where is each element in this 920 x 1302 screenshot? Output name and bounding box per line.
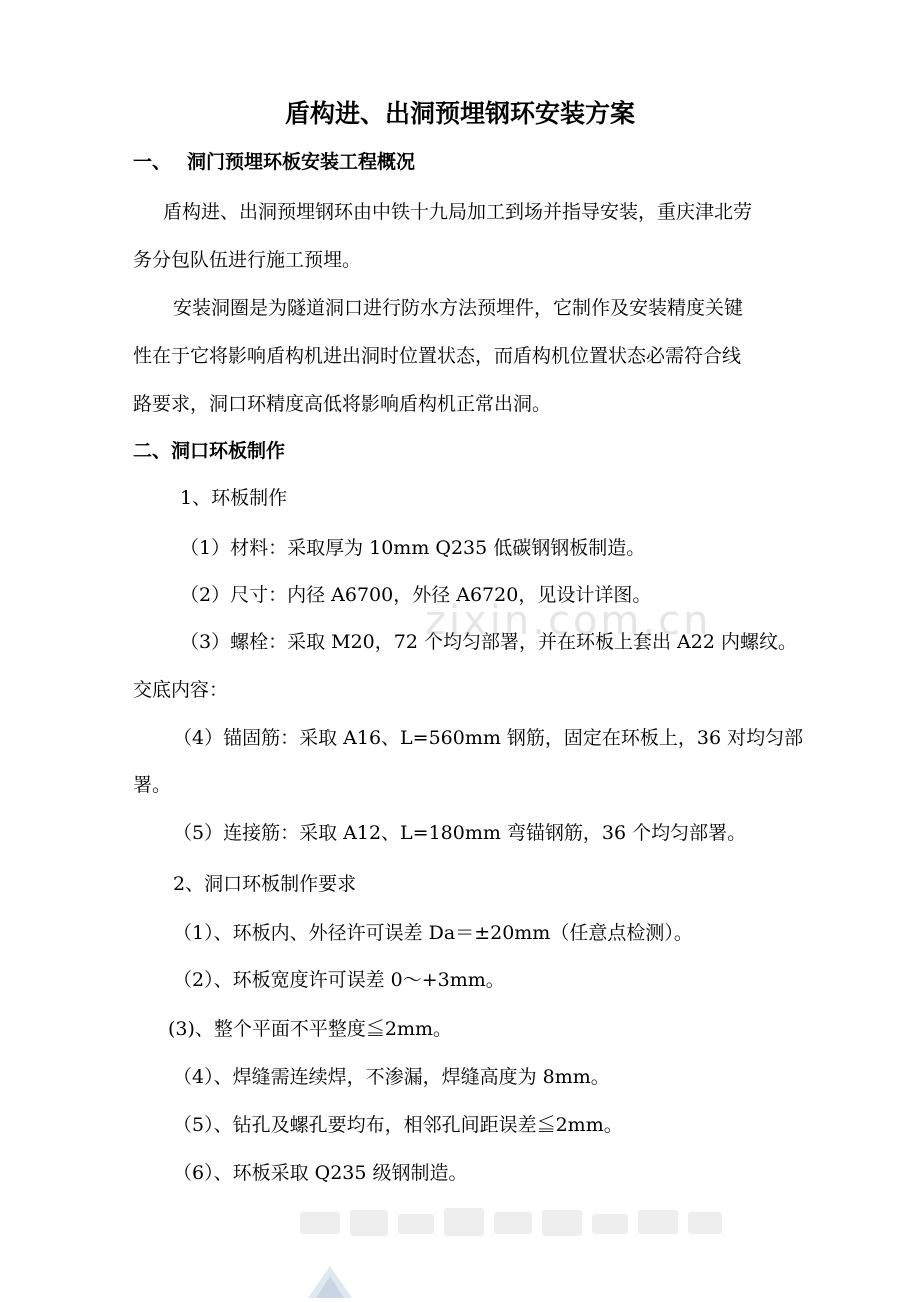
requirement-6: （6）、环板采取 Q235 级钢制造。 <box>173 1162 468 1184</box>
paragraph-2-line-3: 路要求，洞口环精度高低将影响盾构机正常出洞。 <box>133 393 552 415</box>
section-2-heading: 二、洞口环板制作 <box>133 440 286 462</box>
faded-logo-icon <box>300 1262 360 1302</box>
requirement-4: （4）、焊缝需连续焊，不渗漏，焊缝高度为 8mm。 <box>173 1066 610 1088</box>
item-2-size: （2）尺寸：内径 A6700，外径 A6720，见设计详图。 <box>180 584 652 606</box>
item-3-bolt: （3）螺栓：采取 M20，72 个均匀部署，并在环板上套出 A22 内螺纹。 <box>180 631 797 653</box>
requirement-5: （5）、钻孔及螺孔要均布，相邻孔间距误差≦2mm。 <box>173 1114 623 1136</box>
requirement-3: (3)、整个平面不平整度≦2mm。 <box>168 1018 453 1040</box>
paragraph-1-line-2: 务分包队伍进行施工预埋。 <box>133 249 362 271</box>
item-1-material: （1）材料：采取厚为 10mm Q235 低碳钢钢板制造。 <box>180 537 646 559</box>
subsection-2-heading: 2、洞口环板制作要求 <box>173 873 357 895</box>
requirement-2: （2）、环板宽度许可误差 0～+3mm。 <box>173 969 505 991</box>
faded-watermark-banner <box>290 1192 730 1252</box>
requirement-1: （1）、环板内、外径许可误差 Da＝±20mm（任意点检测）。 <box>173 922 693 944</box>
paragraph-1-line-1: 盾构进、出洞预埋钢环由中铁十九局加工到场并指导安装，重庆津北劳 <box>163 201 753 223</box>
item-5-connection: （5）连接筋：采取 A12、L=180mm 弯锚钢筋，36 个均匀部署。 <box>173 822 747 844</box>
watermark-text: zixin.com.cn <box>425 598 712 644</box>
section-1-heading: 洞门预埋环板安装工程概况 <box>187 151 416 173</box>
subsection-1-heading: 1、环板制作 <box>180 487 288 509</box>
section-1-number: 一、 <box>133 151 172 173</box>
document-title: 盾构进、出洞预埋钢环安装方案 <box>284 99 635 128</box>
item-4-anchor-line-2: 署。 <box>133 774 172 796</box>
paragraph-2-line-1: 安装洞圈是为隧道洞口进行防水方法预埋件，它制作及安装精度关键 <box>173 297 744 319</box>
item-4-anchor-line-1: （4）锚固筋：采取 A16、L=560mm 钢筋，固定在环板上，36 对均匀部 <box>173 727 804 749</box>
disclosure-note: 交底内容： <box>133 679 229 701</box>
paragraph-2-line-2: 性在于它将影响盾构机进出洞时位置状态，而盾构机位置状态必需符合线 <box>133 345 742 367</box>
